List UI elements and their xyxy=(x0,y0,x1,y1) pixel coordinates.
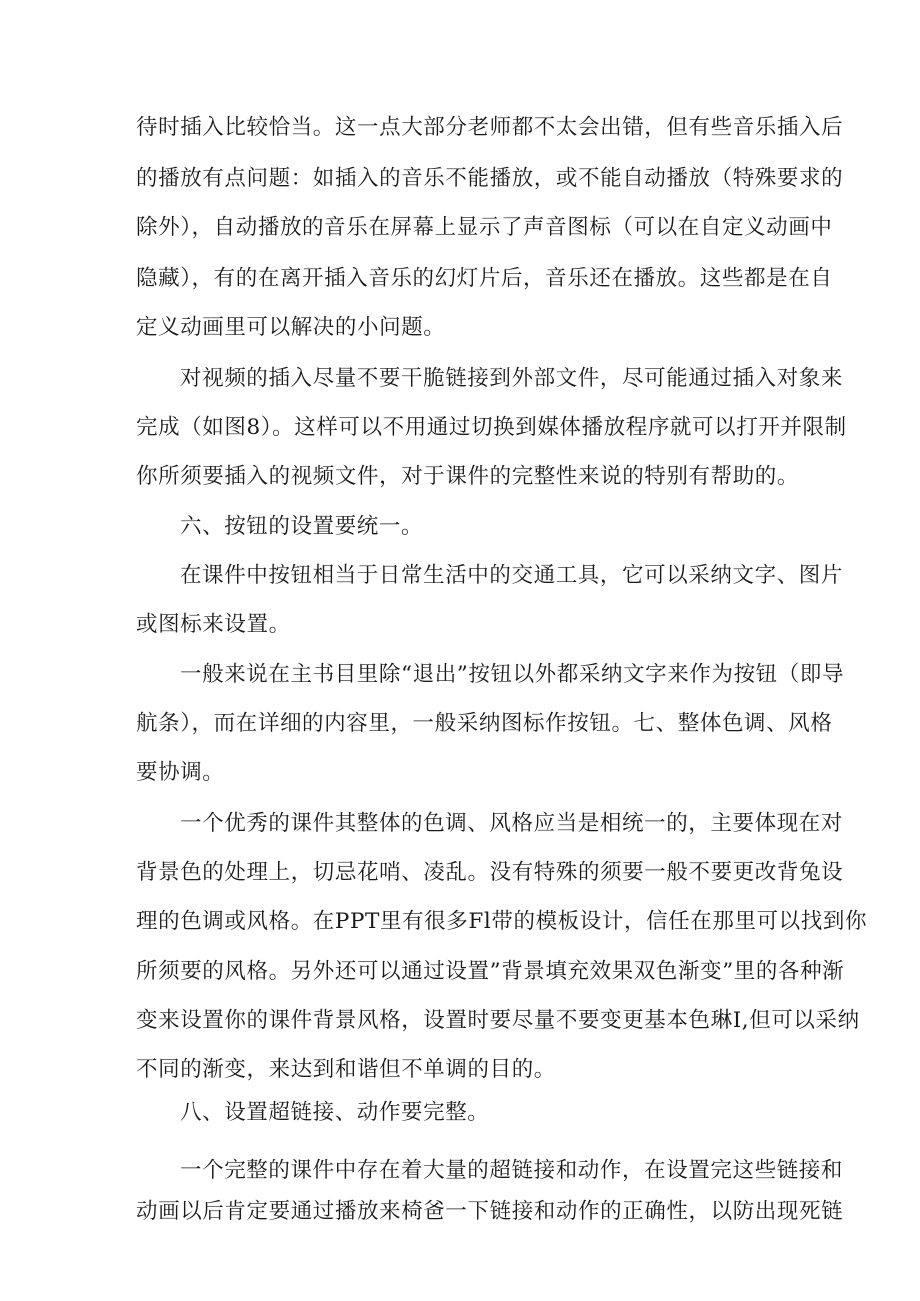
text-line: 背景色的处理上，切忌花哨、凌乱。没有特殊的须要一般不要更改背兔设 xyxy=(136,860,844,885)
paragraph-first-line: 一个优秀的课件其整体的色调、风格应当是相统一的，主要体现在对 xyxy=(180,811,844,836)
text-line: 完成（如图8）。这样可以不用通过切换到媒体播放程序就可以打开并限制 xyxy=(136,415,847,440)
text-line: 动画以后肯定要通过播放来椅爸一下链接和动作的正确性，以防出现死链 xyxy=(136,1199,844,1224)
text-line: 定义动画里可以解决的小问题。 xyxy=(136,315,446,340)
paragraph-first-line: 一般来说在主书目里除“退出”按钮以外都采纳文字来作为按钮（即导 xyxy=(180,662,845,687)
section-heading: 六、按钮的设置要统一。 xyxy=(180,514,424,539)
paragraph-first-line: 对视频的插入尽量不要干脆链接到外部文件，尽可能通过插入对象来 xyxy=(180,366,844,391)
text-line: 你所须要插入的视频文件，对于课件的完整性来说的特别有帮助的。 xyxy=(136,464,800,489)
section-heading: 八、设置超链接、动作要完整。 xyxy=(180,1100,490,1125)
text-line: 所须要的风格。另外还可以通过设置”背景填充效果双色渐变”里的各种渐 xyxy=(136,959,845,984)
text-line: 的播放有点问题：如插入的音乐不能播放，或不能自动播放（特殊要求的 xyxy=(136,166,844,191)
text-line: 或图标来设置。 xyxy=(136,612,291,637)
text-line: 不同的渐变，来达到和谐但不单调的目的。 xyxy=(136,1057,556,1082)
text-line: 变来设置你的课件背景风格，设置时要尽量不要变更基本色琳I,但可以采纳 xyxy=(136,1008,860,1033)
text-line: 待时插入比较恰当。这一点大部分老师都不太会出错，但有些音乐插入后 xyxy=(136,115,844,140)
text-line: 理的色调或风格。在PPT里有很多Fl带的模板设计，信任在那里可以找到你 xyxy=(136,909,868,934)
text-line: 航条），而在详细的内容里，一般采纳图标作按钮。七、整体色调、风格 xyxy=(136,711,833,736)
text-line: 除外），自动播放的音乐在屏幕上显示了声音图标（可以在自定义动画中 xyxy=(136,215,833,240)
text-line: 要协调。 xyxy=(136,760,225,785)
paragraph-first-line: 一个完整的课件中存在着大量的超链接和动作，在设置完这些链接和 xyxy=(180,1158,844,1183)
paragraph-first-line: 在课件中按钮相当于日常生活中的交通工具，它可以采纳文字、图片 xyxy=(180,563,844,588)
text-line: 隐藏），有的在离开插入音乐的幻灯片后，音乐还在播放。这些都是在自 xyxy=(136,266,833,291)
